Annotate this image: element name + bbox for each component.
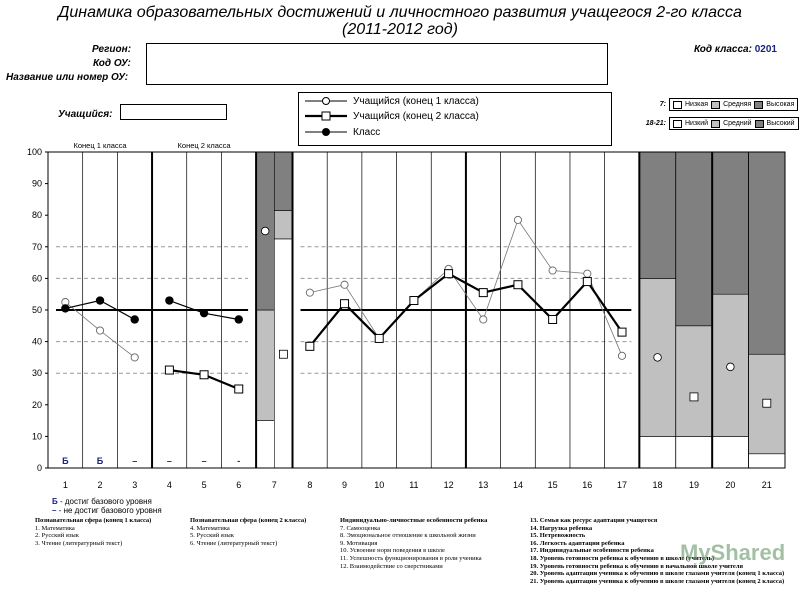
group-title: Конец 2 класса bbox=[177, 141, 231, 150]
class-code-value: 0201 bbox=[754, 44, 777, 55]
data-point-square bbox=[410, 297, 418, 305]
baseline-mark: – bbox=[166, 456, 172, 466]
band-segment bbox=[676, 152, 712, 326]
student-label: Учащийся: bbox=[58, 109, 113, 120]
indicator-item: 6. Чтение (литературный текст) bbox=[190, 539, 278, 547]
band18-high: Высокий bbox=[766, 120, 795, 127]
band-marker-square bbox=[279, 350, 287, 358]
indicator-item: 16. Легкость адаптации ребенка bbox=[530, 539, 625, 547]
x-tick-label: 3 bbox=[132, 480, 138, 490]
y-tick-label: 30 bbox=[31, 368, 42, 379]
indicator-item: 5. Русский язык bbox=[190, 532, 234, 540]
data-point-filled bbox=[96, 296, 104, 304]
x-tick-label: 8 bbox=[307, 480, 313, 490]
x-tick-label: 11 bbox=[409, 480, 419, 490]
region-label: Регион: bbox=[92, 44, 132, 55]
data-point-open-circle bbox=[549, 267, 556, 274]
x-tick-label: 10 bbox=[374, 480, 385, 490]
data-point-open-circle bbox=[96, 327, 103, 334]
band-marker-square bbox=[690, 393, 698, 401]
title-line-1: Динамика образовательных достижений и личностного развития учащегося 2-го класса bbox=[58, 4, 742, 21]
data-point-square bbox=[306, 342, 314, 350]
band7-low: Низкая bbox=[685, 101, 709, 108]
indicators-col3-header: Индивидуально-личностные особенности ребенка bbox=[340, 517, 488, 524]
data-point-open-circle bbox=[514, 216, 521, 223]
band-segment bbox=[274, 210, 292, 238]
class-code-label: Код класса: bbox=[694, 44, 752, 55]
data-point-square bbox=[445, 270, 453, 278]
band-segment bbox=[676, 326, 712, 437]
indicator-item: 1. Математика bbox=[35, 524, 75, 532]
x-tick-label: 6 bbox=[236, 480, 242, 490]
y-tick-label: 20 bbox=[31, 399, 42, 410]
indicators-col2-header: Познавательная сфера (конец 2 класса) bbox=[190, 517, 307, 524]
y-tick-label: 40 bbox=[31, 336, 42, 347]
indicator-item: 21. Уровень адаптации ученика к обучению в школе глазами учителя (конец 2 класса) bbox=[530, 577, 785, 585]
band-marker-square bbox=[763, 399, 771, 407]
indicator-item: 13. Семья как ресурс адаптации учащегося bbox=[530, 517, 658, 524]
baseline-mark: – bbox=[132, 456, 138, 466]
data-point-open-circle bbox=[480, 316, 487, 323]
x-tick-label: 19 bbox=[688, 480, 699, 490]
note-base-not-text: - не достиг базового уровня bbox=[58, 506, 162, 515]
x-tick-label: 18 bbox=[652, 480, 663, 490]
band-segment bbox=[256, 421, 274, 468]
y-tick-label: 10 bbox=[31, 431, 42, 442]
band-segment bbox=[749, 152, 785, 354]
data-point-square bbox=[479, 289, 487, 297]
indicator-item: 18. Уровень готовности ребенка к обучению в школе (учитель) bbox=[530, 554, 715, 562]
x-tick-label: 12 bbox=[443, 480, 454, 490]
data-point-square bbox=[618, 328, 626, 336]
band18-label: 18-21: bbox=[645, 120, 666, 127]
indicator-item: 3. Чтение (литературный текст) bbox=[35, 539, 123, 547]
indicators-col1 bbox=[35, 517, 195, 547]
legend-label-2: Учащийся (конец 2 класса) bbox=[353, 110, 479, 122]
x-tick-label: 17 bbox=[616, 480, 628, 490]
group-title: Конец 1 класса bbox=[73, 141, 127, 150]
band7-mid: Средняя bbox=[723, 101, 752, 108]
x-tick-label: 20 bbox=[725, 480, 736, 490]
band18-mid: Средний bbox=[723, 120, 752, 127]
title-line-2: (2011-2012 год) bbox=[342, 21, 458, 38]
base-symbol: Б bbox=[52, 497, 58, 506]
indicator-item: 10. Усвоение норм поведения в школе bbox=[340, 547, 445, 555]
data-point-square bbox=[165, 366, 173, 374]
band-marker-circle bbox=[654, 354, 662, 362]
y-tick-label: 70 bbox=[31, 241, 42, 252]
legend-label-3: Класс bbox=[353, 126, 381, 138]
x-tick-label: 1 bbox=[62, 480, 68, 490]
x-tick-label: 14 bbox=[512, 480, 523, 490]
band7-label: 7: bbox=[659, 101, 666, 108]
indicator-item: 17. Индивидуальные особенности ребенка bbox=[530, 547, 654, 555]
data-point-square bbox=[583, 278, 591, 286]
band-segment bbox=[639, 152, 675, 278]
x-tick-label: 2 bbox=[97, 480, 103, 490]
data-point-open-circle bbox=[131, 354, 138, 361]
band-marker-circle bbox=[727, 363, 735, 371]
x-tick-label: 13 bbox=[478, 480, 489, 490]
data-point-filled bbox=[131, 315, 139, 323]
indicators-col1-header: Познавательная сфера (конец 1 класса) bbox=[35, 517, 152, 524]
band18-low: Низкий bbox=[685, 120, 709, 127]
indicator-item: 12. Взаимодействие со сверстниками bbox=[340, 562, 443, 570]
note-base-achieved bbox=[52, 497, 152, 506]
y-tick-label: 90 bbox=[31, 178, 42, 189]
indicator-item: 11. Успешность функционирования в роли ученика bbox=[340, 554, 482, 562]
y-tick-label: 100 bbox=[26, 147, 42, 157]
indicator-item: 4. Математика bbox=[190, 524, 230, 532]
data-point-filled bbox=[235, 315, 243, 323]
x-tick-label: 21 bbox=[761, 480, 772, 490]
data-point-open-circle bbox=[584, 270, 591, 277]
band-segment bbox=[639, 436, 675, 468]
baseline-mark: Б bbox=[96, 456, 104, 466]
indicator-item: 7. Самооценка bbox=[340, 524, 381, 532]
x-tick-label: 5 bbox=[201, 480, 207, 490]
legend-label-1: Учащийся (конец 1 класса) bbox=[353, 95, 479, 107]
band-segment bbox=[749, 454, 785, 468]
data-point-open-circle bbox=[306, 289, 313, 296]
y-tick-label: 60 bbox=[31, 273, 42, 284]
band-segment bbox=[712, 436, 748, 468]
indicators-col2 bbox=[190, 517, 340, 547]
data-point-square bbox=[549, 315, 557, 323]
indicators-col3 bbox=[340, 517, 530, 570]
data-point-square bbox=[514, 281, 522, 289]
band-segment bbox=[256, 310, 274, 421]
y-tick-label: 50 bbox=[31, 305, 42, 315]
x-tick-label: 16 bbox=[582, 480, 593, 490]
data-point-square bbox=[341, 300, 349, 308]
data-point-filled bbox=[200, 309, 208, 317]
note-base-achieved-text: - достиг базового уровня bbox=[59, 497, 152, 506]
indicator-item: 8. Эмоциональное отношение к школьной жизни bbox=[340, 532, 476, 540]
y-tick-label: 0 bbox=[36, 463, 42, 473]
band-segment bbox=[274, 152, 292, 210]
indicator-item: 14. Нагрузка ребенка bbox=[530, 524, 593, 532]
indicator-item: 15. Нетревожность bbox=[530, 532, 586, 540]
indicator-item: 20. Уровень адаптации ученика к обучению в школе глазами учителя (конец 1 класса) bbox=[530, 570, 785, 578]
not-symbol: – bbox=[52, 506, 57, 515]
ou-code-label: Код ОУ: bbox=[93, 58, 131, 69]
x-tick-label: 15 bbox=[547, 480, 558, 490]
indicator-item: 2. Русский язык bbox=[35, 532, 79, 540]
data-point-square bbox=[375, 334, 383, 342]
data-point-square bbox=[235, 385, 243, 393]
data-point-filled bbox=[61, 304, 69, 312]
indicator-item: 19. Уровень готовности ребенка к обучению в начальной школе учителя bbox=[530, 562, 743, 570]
indicator-item: 9. Мотивация bbox=[340, 539, 378, 547]
band-segment bbox=[676, 436, 712, 468]
band-segment bbox=[712, 152, 748, 294]
baseline-mark: - bbox=[237, 456, 241, 466]
data-point-filled bbox=[165, 296, 173, 304]
x-tick-label: 9 bbox=[342, 480, 348, 490]
ou-name-label: Название или номер ОУ: bbox=[6, 72, 129, 83]
baseline-mark: Б bbox=[62, 456, 69, 466]
band-marker-circle bbox=[261, 227, 269, 235]
band7-high: Высокая bbox=[766, 101, 795, 108]
note-base-not-achieved bbox=[52, 506, 162, 515]
data-point-open-circle bbox=[341, 281, 348, 288]
data-point-open-circle bbox=[618, 352, 625, 359]
data-point-square bbox=[200, 371, 208, 379]
x-tick-label: 7 bbox=[271, 480, 277, 490]
y-tick-label: 80 bbox=[31, 210, 42, 221]
watermark-logo: MyShared bbox=[680, 540, 786, 565]
x-tick-label: 4 bbox=[166, 480, 172, 490]
baseline-mark: – bbox=[201, 456, 207, 466]
